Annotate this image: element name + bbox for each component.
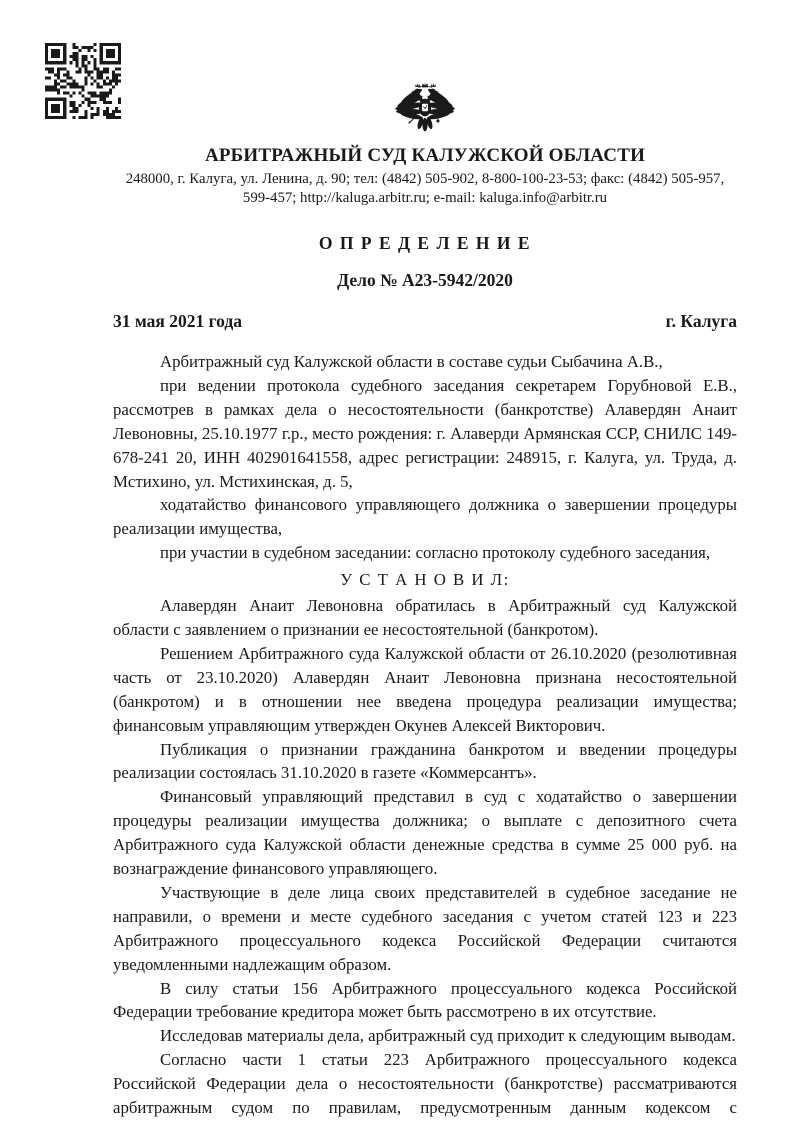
document-type-title: О П Р Е Д Е Л Е Н И Е — [318, 233, 532, 253]
date-city-row — [113, 311, 737, 331]
body-paragraph: Согласно части 1 статьи 223 Арбитражного процессуального кодекса Российской Федерации дела о несостоятельности (банкротстве) рассматриваются арбитражным судом по правилам, предусмотренным данным кодексом с — [113, 1050, 737, 1118]
double-headed-eagle-icon — [394, 78, 456, 135]
body-paragraph: Финансовый управляющий представил в суд с ходатайство о завершении процедуры реализации имущества должника; о выплате с депозитного счета Арбитражного суда Калужской области денежные средства в сумме 25 000 руб. на вознаграждение финансового управляющего. — [113, 787, 737, 879]
court-address-line2: 599-457; http://kaluga.arbitr.ru; e-mail: kaluga.info@arbitr.ru — [242, 190, 608, 206]
body-paragraph: Исследовав материалы дела, арбитражный суд приходит к следующим выводам. — [160, 1026, 736, 1046]
court-name: АРБИТРАЖНЫЙ СУД КАЛУЖСКОЙ ОБЛАСТИ — [204, 145, 646, 166]
court-address — [113, 170, 737, 208]
ustanovil-heading: У С Т А Н О В И Л: — [340, 570, 510, 590]
case-number: Дело № А23-5942/2020 — [337, 270, 513, 290]
preamble-paragraph: при участии в судебном заседании: согласно протоколу судебного заседания, — [160, 543, 711, 563]
coat-of-arms — [113, 0, 737, 135]
document-column — [113, 0, 737, 1120]
body-paragraph: Алавердян Анаит Левоновна обратилась в Арбитражный суд Калужской области с заявлением о признании ее несостоятельной (банкротом). — [113, 596, 737, 639]
preamble-paragraph: ходатайство финансового управляющего должника о завершении процедуры реализации имущества, — [113, 495, 737, 539]
preamble-paragraph: при ведении протокола судебного заседания секретарем Горубновой Е.В., рассмотрев в рамках дела о несостоятельности (банкротстве) Алавердян Анаит Левоновны, 25.10.1977 г.р., место рождения: г. Алаверди Армянская ССР, СНИЛС 149-678-241 20, ИНН 402901641558, адрес регистрации: 248915, г. Калуга, ул. Труда, д. Мстихино, ул. Мстихинская, д. 5, — [113, 375, 737, 491]
body-paragraph: В силу статьи 156 Арбитражного процессуального кодекса Российской Федерации требование кредитора может быть рассмотрено в их отсутствие. — [113, 978, 737, 1022]
decision-date: 31 мая 2021 года — [113, 311, 243, 331]
court-address-line1: 248000, г. Калуга, ул. Ленина, д. 90; тел: (4842) 505-902, 8-800-100-23-53; факс: (4842) 505-957, — [125, 171, 725, 187]
body-paragraph: Участвующие в деле лица своих представителей в судебное заседание не направили, о времени и месте судебного заседания с учетом статей 123 и 223 Арбитражного процессуального кодекса Российской Федерации считаются уведомленными надлежащим образом. — [113, 882, 737, 974]
body-paragraph: Решением Арбитражного суда Калужской области от 26.10.2020 (резолютивная часть от 23.10.2020) Алавердян Анаит Левоновна признана несостоятельной (банкротом) и в отношении нее введена процедура реализации имущества; финансовым управляющим утвержден Окунев Алексей Викторович. — [113, 643, 737, 735]
body-paragraph: Публикация о признании гражданина банкротом и введении процедуры реализации состоялась 31.10.2020 в газете «Коммерсантъ». — [113, 739, 737, 783]
decision-city: г. Калуга — [665, 311, 737, 331]
document-body — [113, 350, 737, 1120]
qr-code-pattern — [45, 42, 121, 120]
preamble-paragraph: Арбитражный суд Калужской области в составе судьи Сыбачина А.В., — [160, 352, 663, 371]
qr-code — [45, 42, 121, 120]
